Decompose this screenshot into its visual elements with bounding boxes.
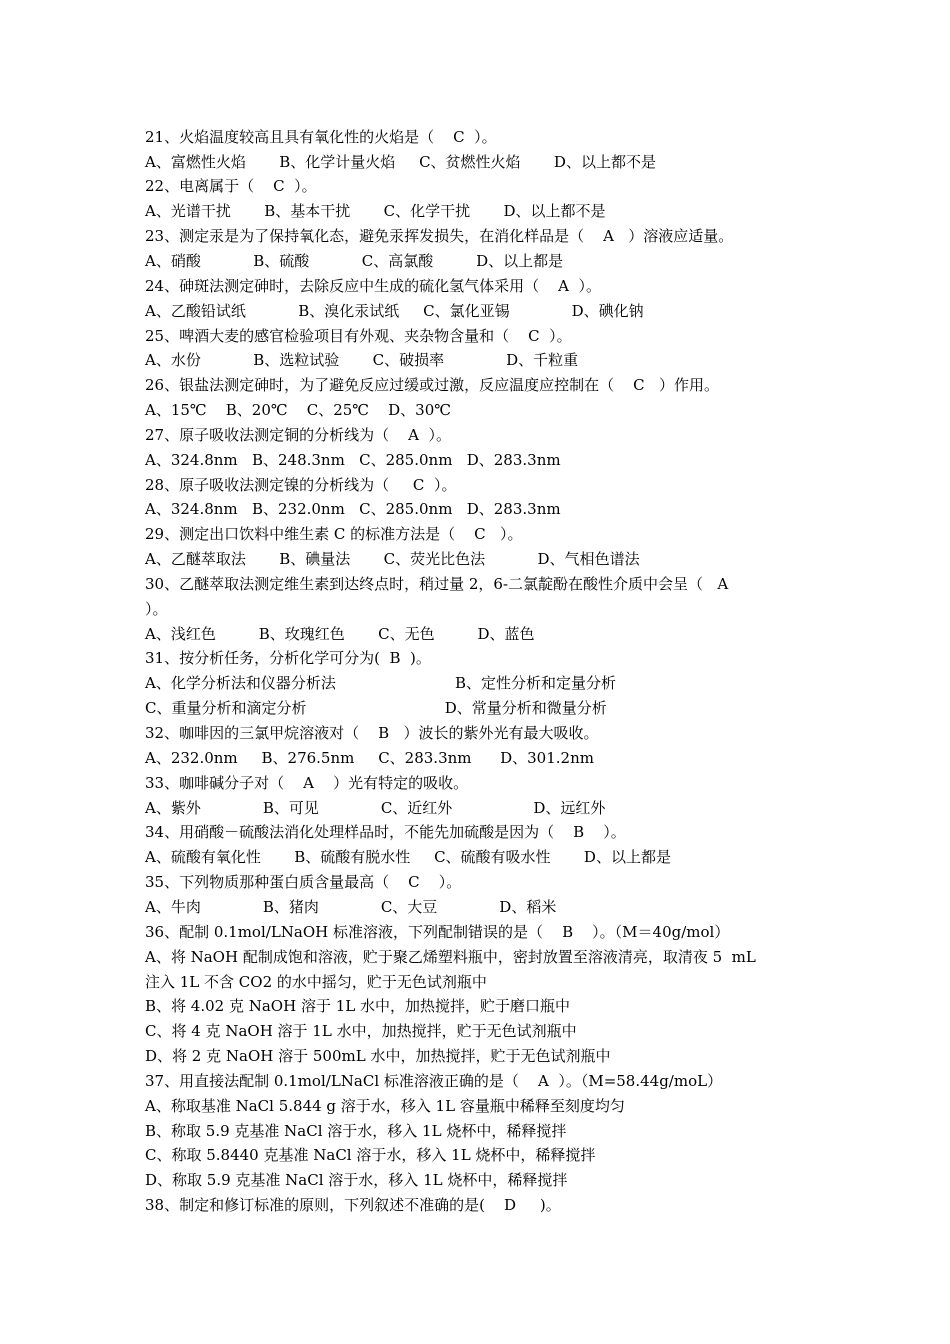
option-36-a-continued: 注入 1L 不含 CO2 的水中摇匀，贮于无色试剂瓶中 xyxy=(145,973,487,991)
question-33: 33、咖啡碱分子对（ A ）光有特定的吸收。 xyxy=(145,774,469,792)
options-28: A、324.8nm B、232.0nm C、285.0nm D、283.3nm xyxy=(145,500,561,518)
question-32: 32、咖啡因的三氯甲烷溶液对（ B ）波长的紫外光有最大吸收。 xyxy=(145,724,599,742)
option-36-a: A、将 NaOH 配制成饱和溶液，贮于聚乙烯塑料瓶中，密封放置至溶液清亮，取清夜 5 mL xyxy=(145,948,756,966)
question-25: 25、啤酒大麦的感官检验项目有外观、夹杂物含量和（ C ）。 xyxy=(145,327,572,345)
question-36: 36、配制 0.1mol/LNaOH 标准溶液，下列配制错误的是（ B ）。（M＝40g/mol） xyxy=(145,923,730,941)
option-37-a: A、称取基准 NaCl 5.844 g 溶于水，移入 1L 容量瓶中稀释至刻度均匀 xyxy=(145,1097,625,1115)
options-33: A、紫外 B、可见 C、近红外 D、远红外 xyxy=(145,799,606,817)
options-22: A、光谱干扰 B、基本干扰 C、化学干扰 D、以上都不是 xyxy=(145,202,606,220)
question-38: 38、制定和修订标准的原则，下列叙述不准确的是( D )。 xyxy=(145,1196,561,1214)
question-28: 28、原子吸收法测定镍的分析线为（ C ）。 xyxy=(145,476,457,494)
options-25: A、水份 B、选粒试验 C、破损率 D、千粒重 xyxy=(145,351,579,369)
question-30: 30、乙醚萃取法测定维生素到达终点时，稍过量 2，6-二氯靛酚在酸性介质中会呈（ A xyxy=(145,575,729,593)
options-23: A、硝酸 B、硫酸 C、高氯酸 D、以上都是 xyxy=(145,252,564,270)
options-29: A、乙醚萃取法 B、碘量法 C、荧光比色法 D、气相色谱法 xyxy=(145,550,640,568)
option-37-d: D、称取 5.9 克基准 NaCl 溶于水，移入 1L 烧杯中，稀释搅拌 xyxy=(145,1171,568,1189)
question-37: 37、用直接法配制 0.1mol/LNaCl 标准溶液正确的是（ A ）。（M=58.44g/moL） xyxy=(145,1072,723,1090)
question-35: 35、下列物质那种蛋白质含量最高（ C ）。 xyxy=(145,873,462,891)
options-34: A、硫酸有氧化性 B、硫酸有脱水性 C、硫酸有吸水性 D、以上都是 xyxy=(145,848,671,866)
option-37-b: B、称取 5.9 克基准 NaCl 溶于水，移入 1L 烧杯中，稀释搅拌 xyxy=(145,1122,567,1140)
options-30: A、浅红色 B、玫瑰红色 C、无色 D、蓝色 xyxy=(145,625,535,643)
options-32: A、232.0nm B、276.5nm C、283.3nm D、301.2nm xyxy=(145,749,594,767)
options-27: A、324.8nm B、248.3nm C、285.0nm D、283.3nm xyxy=(145,451,561,469)
options-31-row-2: C、重量分析和滴定分析 D、常量分析和微量分析 xyxy=(145,699,607,717)
question-24: 24、砷斑法测定砷时，去除反应中生成的硫化氢气体采用（ A ）。 xyxy=(145,277,602,295)
question-29: 29、测定出口饮料中维生素 C 的标准方法是（ C ）。 xyxy=(145,525,523,543)
options-31-row-1: A、化学分析法和仪器分析法 B、定性分析和定量分析 xyxy=(145,674,617,692)
question-21: 21、火焰温度较高且具有氧化性的火焰是（ C ）。 xyxy=(145,128,497,146)
question-26: 26、银盐法测定砷时，为了避免反应过缓或过激，反应温度应控制在（ C ）作用。 xyxy=(145,376,719,394)
options-26: A、15℃ B、20℃ C、25℃ D、30℃ xyxy=(145,401,452,419)
option-36-d: D、将 2 克 NaOH 溶于 500mL 水中，加热搅拌，贮于无色试剂瓶中 xyxy=(145,1047,611,1065)
question-34: 34、用硝酸－硫酸法消化处理样品时，不能先加硫酸是因为（ B ）。 xyxy=(145,823,626,841)
options-21: A、富燃性火焰 B、化学计量火焰 C、贫燃性火焰 D、以上都不是 xyxy=(145,153,656,171)
option-36-c: C、将 4 克 NaOH 溶于 1L 水中，加热搅拌，贮于无色试剂瓶中 xyxy=(145,1022,577,1040)
question-31: 31、按分析任务，分析化学可分为( B )。 xyxy=(145,649,431,667)
options-35: A、牛肉 B、猪肉 C、大豆 D、稻米 xyxy=(145,898,557,916)
question-30-continued: ）。 xyxy=(145,600,168,618)
question-23: 23、测定汞是为了保持氧化态，避免汞挥发损失，在消化样品是（ A ）溶液应适量。 xyxy=(145,227,734,245)
option-36-b: B、将 4.02 克 NaOH 溶于 1L 水中，加热搅拌，贮于磨口瓶中 xyxy=(145,997,570,1015)
option-37-c: C、称取 5.8440 克基准 NaCl 溶于水，移入 1L 烧杯中，稀释搅拌 xyxy=(145,1146,596,1164)
question-22: 22、电离属于（ C ）。 xyxy=(145,177,317,195)
options-24: A、乙酸铅试纸 B、溴化汞试纸 C、氯化亚锡 D、碘化钠 xyxy=(145,302,644,320)
question-27: 27、原子吸收法测定铜的分析线为（ A ）。 xyxy=(145,426,452,444)
